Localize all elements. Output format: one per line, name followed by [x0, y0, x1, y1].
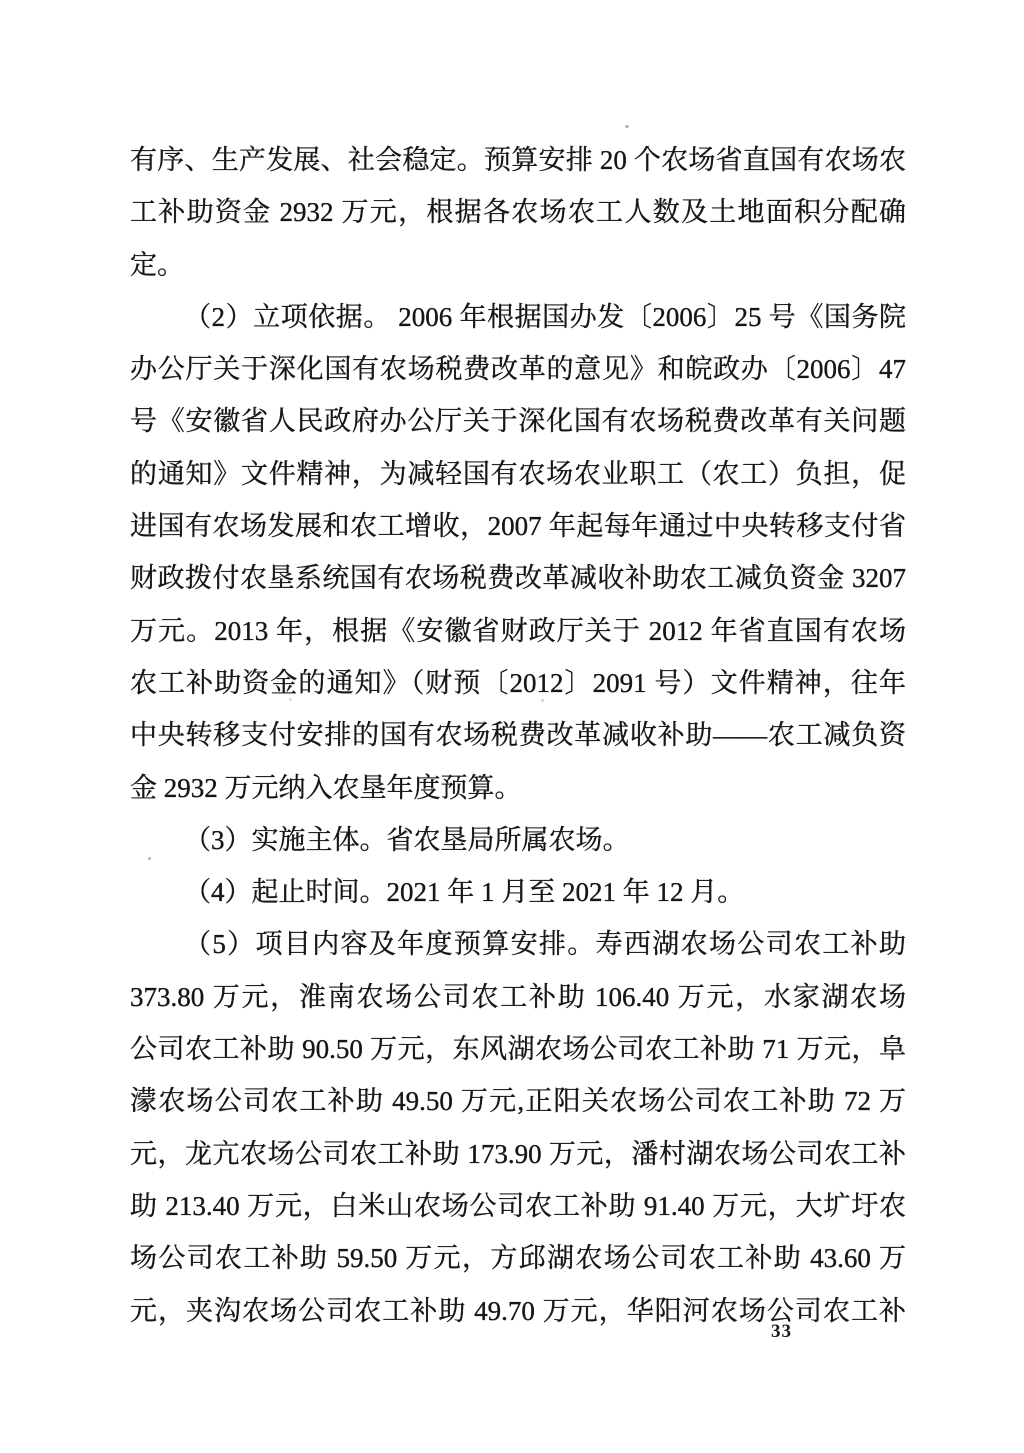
text-line: 元，龙亢农场公司农工补助 173.90 万元，潘村湖农场公司农工补 — [130, 1138, 906, 1169]
text-line: 进国有农场发展和农工增收，2007 年起每年通过中央转移支付省 — [130, 511, 906, 542]
body-text — [130, 134, 906, 1337]
text-line: 濛农场公司农工补助 49.50 万元,正阳关农场公司农工补助 72 万 — [130, 1086, 906, 1117]
text-line: 的通知》文件精神，为减轻国有农场农业职工（农工）负担，促 — [130, 458, 906, 489]
page-number: 33 — [771, 1321, 792, 1342]
text-line: 公司农工补助 90.50 万元，东风湖农场公司农工补助 71 万元，阜 — [130, 1034, 906, 1065]
text-line: 农工补助资金的通知》（财预〔2012〕2091 号）文件精神，往年 — [130, 667, 906, 698]
text-line: 373.80 万元，淮南农场公司农工补助 106.40 万元，水家湖农场 — [130, 981, 906, 1012]
scan-speck — [289, 698, 292, 701]
scan-speck — [541, 699, 544, 702]
text-line: 万元。2013 年，根据《安徽省财政厅关于 2012 年省直国有农场 — [130, 615, 906, 646]
text-line: 定。 — [130, 249, 184, 280]
text-line-item-5: （5）项目内容及年度预算安排。寿西湖农场公司农工补助 — [184, 929, 906, 960]
text-line: 助 213.40 万元，白米山农场公司农工补助 91.40 万元，大圹圩农 — [130, 1190, 906, 1221]
text-line: 元，夹沟农场公司农工补助 49.70 万元，华阳河农场公司农工补 — [130, 1295, 906, 1326]
text-line: 号《安徽省人民政府办公厅关于深化国有农场税费改革有关问题 — [130, 406, 906, 437]
text-line: 场公司农工补助 59.50 万元，方邱湖农场公司农工补助 43.60 万 — [130, 1243, 906, 1274]
text-line-item-2: （2）立项依据。 2006 年根据国办发〔2006〕25 号《国务院 — [184, 301, 906, 332]
text-line: 中央转移支付安排的国有农场税费改革减收补助——农工减负资 — [130, 720, 906, 751]
text-line: 财政拨付农垦系统国有农场税费改革减收补助农工减负资金 3207 — [130, 563, 906, 594]
text-line: 有序、生产发展、社会稳定。预算安排 20 个农场省直国有农场农 — [130, 145, 906, 175]
text-line-item-4: （4）起止时间。2021 年 1 月至 2021 年 12 月。 — [184, 877, 745, 908]
scan-speck — [625, 125, 629, 128]
text-line: 金 2932 万元纳入农垦年度预算。 — [130, 772, 522, 803]
text-line: 办公厅关于深化国有农场税费改革的意见》和皖政办〔2006〕47 — [130, 354, 906, 385]
text-line: 工补助资金 2932 万元，根据各农场农工人数及土地面积分配确 — [130, 197, 906, 228]
scan-speck — [148, 857, 151, 860]
text-line-item-3: （3）实施主体。省农垦局所属农场。 — [184, 824, 630, 855]
